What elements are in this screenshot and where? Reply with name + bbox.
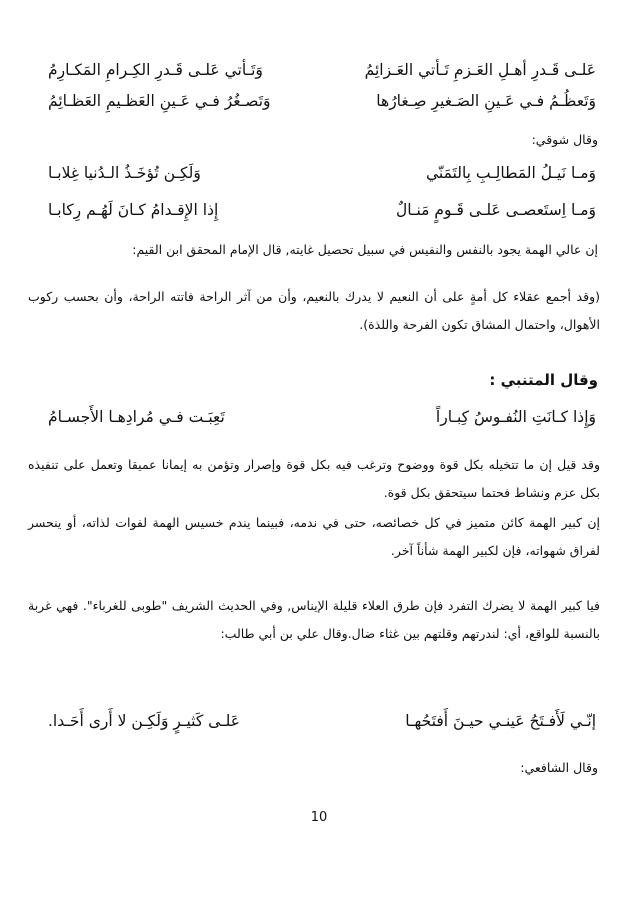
ibn-qayyim-intro: إن عالي الهمة يجود بالنفس والنفيس في سبيل تحصيل غايته, قال الإمام المحقق ابن القيم: (132, 242, 598, 257)
verse-line (48, 88, 596, 114)
verse-second-hemistich: وَتَـأتي عَلـى قَـدرِ الكِـرامِ المَكـارِمُ (48, 61, 263, 79)
verse-first-hemistich: إنّـي لَأَفـتَحُ عَينـي حيـنَ أَفتَحُهـا (405, 712, 596, 730)
paragraph: إن كبير الهمة كائن متميز في كل خصائصه، حتى في ندمه، فبينما يندم خسيس الهمة لفوات لذاته، أو ينحسر لفراق شهواته، فإن لكبير الهمة شأناً آخر. (28, 515, 600, 558)
verse-first-hemistich: عَلـى قَـدرِ أهـلِ العَـزمِ تَـأتي العَـزائِمُ (364, 61, 596, 79)
shafii-intro: وقال الشافعي: (520, 760, 598, 775)
verse-second-hemistich: وَتَصـغُرُ فـي عَـينِ العَظـيمِ العَظـائِمُ (48, 92, 271, 110)
verse-second-hemistich: عَلـى كَثيـرٍ وَلَكِـن لا أَرى أَحَـدا. (48, 712, 240, 730)
verse-second-hemistich: إِذا الإِقـدامُ كـانَ لَهُـم رِكابـا (48, 201, 219, 219)
verse-second-hemistich: وَلَكِـن تُؤخَـذُ الـدُنيا غِلابـا (48, 164, 201, 182)
ibn-qayyim-quote: (وقد أجمع عقلاء كل أمةٍ على أن النعيم لا يدرك بالنعيم، وأن من آثر الراحة فاتته الراحة، وأن بحسب ركوب الأهوال، واحتمال المشاق تكون الفرحة واللذة). (28, 289, 600, 332)
verse-second-hemistich: تَعِبَـت فـي مُرادِهـا الأَجسـامُ (48, 408, 225, 426)
verse-line (48, 57, 596, 83)
verse-line (48, 404, 596, 430)
mutanabbi-heading: وقال المتنبي : (489, 371, 598, 389)
verse-line (48, 197, 596, 223)
verse-line (48, 708, 596, 734)
verse-line (48, 160, 596, 186)
paragraph: وقد قيل إن ما تتخيله بكل قوة ووضوح وترغب فيه بكل قوة وإصرار وتؤمن به إيمانا عميقا وتعمل على تنفيذه بكل عزم ونشاط فحتما سيتحقق بكل قوة. (28, 457, 600, 500)
verse-first-hemistich: وَإِذا كـانَتِ النُفـوسُ كِبـاراً (435, 408, 596, 426)
page-number: 10 (310, 810, 328, 825)
shawqi-intro: وقال شوقي: (531, 132, 598, 147)
paragraph: فيا كبير الهمة لا يضرك التفرد فإن طرق العلاء قليلة الإيناس, وفي الحديث الشريف "طوبى للغرباء". فهي غربة بالنسبة للواقع، أي: لندرتهم وقلتهم بين غثاء ضال.وقال علي بن أبي طالب: (28, 598, 600, 641)
verse-first-hemistich: وَمـا نَيـلُ المَطالِـبِ بِالتَمَنّي (425, 164, 596, 182)
verse-first-hemistich: وَتَعظُـمُ فـي عَـينِ الصَـغيرِ صِـغارُها (376, 92, 596, 110)
verse-first-hemistich: وَمـا اِستَعصـى عَلـى قَـومٍ مَنـالٌ (395, 201, 596, 219)
